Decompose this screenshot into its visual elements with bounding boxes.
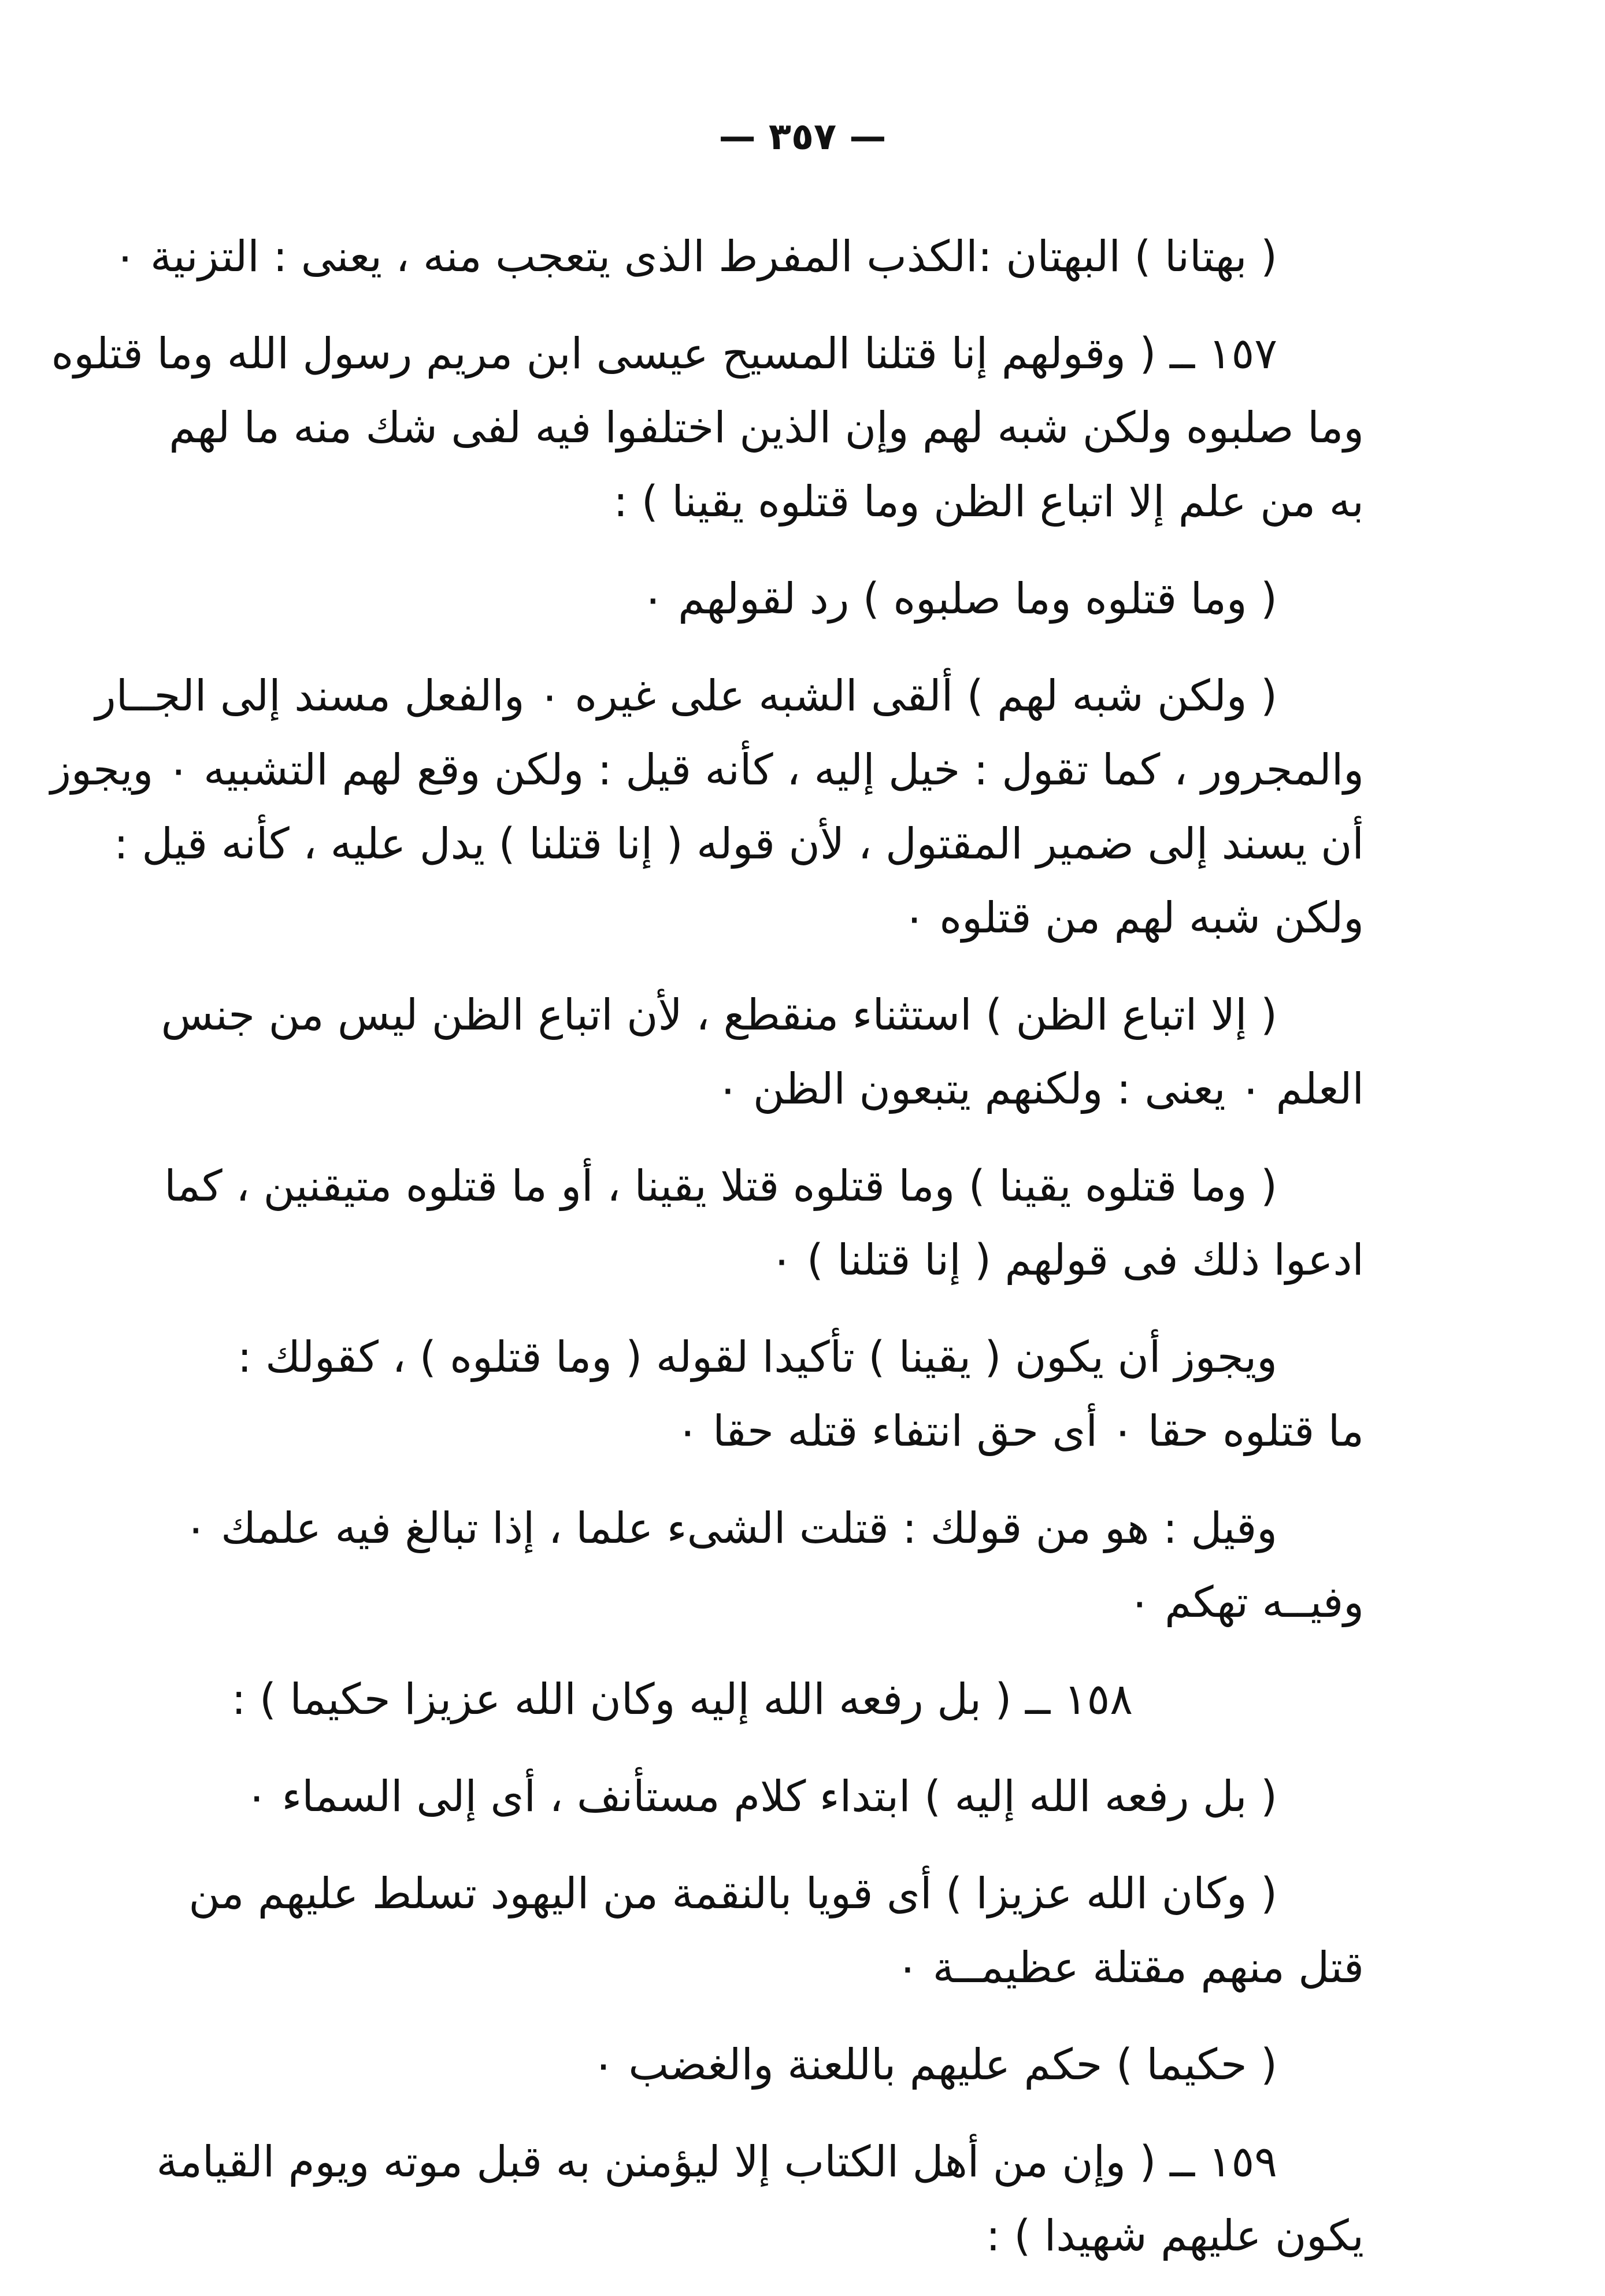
- paragraph-hakiman: [254, 2028, 1364, 2102]
- text-line: ( ولكن شبه لهم ) ألقى الشبه على غيره ٠ والفعل مسند إلى الجــار: [95, 671, 1277, 721]
- text-line: ادعوا ذلك فى قولهم ( إنا قتلنا ) ٠: [770, 1235, 1364, 1285]
- text-line: ( حكيما ) حكم عليهم باللعنة والغضب ٠: [592, 2040, 1277, 2090]
- paragraph-rafaahu: [245, 1760, 1364, 1834]
- paragraph-yaqinan: [164, 1149, 1364, 1297]
- paragraph-ittiba-al-zann: [161, 978, 1364, 1126]
- text-line: وفيــه تهكم ٠: [1128, 1577, 1364, 1627]
- text-line: العلم ٠ يعنى : ولكنهم يتبعون الظن ٠: [716, 1064, 1364, 1114]
- text-line: ويجوز أن يكون ( يقينا ) تأكيدا لقوله ( وما قتلوه ) ، كقولك :: [237, 1332, 1277, 1382]
- paragraph-bohtan: [113, 220, 1364, 294]
- text-line: أن يسند إلى ضمير المقتول ، لأن قوله ( إنا قتلنا ) يدل عليه ، كأنه قيل :: [113, 819, 1364, 869]
- text-line: وما صلبوه ولكن شبه لهم وإن الذين اختلفوا فيه لفى شك منه ما لهم: [169, 403, 1364, 453]
- text-line: ١٥٩ ــ ( وإن من أهل الكتاب إلا ليؤمنن به قبل موته ويوم القيامة: [156, 2137, 1277, 2187]
- text-line: ما قتلوه حقا ٠ أى حق انتفاء قتله حقا ٠: [676, 1406, 1364, 1456]
- page-number: — ٣٥٧ —: [718, 116, 887, 158]
- paragraph-taakid: [237, 1320, 1364, 1468]
- text-line: ( وكان الله عزيزا ) أى قويا بالنقمة من اليهود تسلط عليهم من: [188, 1869, 1277, 1919]
- text-line: ( وما قتلوه وما صلبوه ) رد لقولهم ٠: [641, 574, 1277, 624]
- text-line: ( إلا اتباع الظن ) استثناء منقطع ، لأن اتباع الظن ليس من جنس: [161, 990, 1277, 1040]
- text-line: ( بهتانا ) البهتان :الكذب المفرط الذى يتعجب منه ، يعنى : التزنية ٠: [113, 232, 1277, 282]
- body-text: [50, 220, 1364, 2296]
- text-line: وقيل : هو من قولك : قتلت الشىء علما ، إذا تبالغ فيه علمك ٠: [184, 1503, 1277, 1553]
- text-line: يكون عليهم شهيدا ) :: [985, 2211, 1364, 2261]
- text-line: والمجرور ، كما تقول : خيل إليه ، كأنه قيل : ولكن وقع لهم التشبيه ٠ ويجوز: [50, 745, 1364, 795]
- paragraph-wa-ma-qataluhu: [254, 562, 1364, 636]
- text-line: ( وما قتلوه يقينا ) وما قتلوه قتلا يقينا ، أو ما قتلوه متيقنين ، كما: [164, 1161, 1277, 1211]
- paragraph-shubbiha: [50, 659, 1364, 955]
- paragraph-verse-159: [156, 2125, 1364, 2273]
- paragraph-verse-158: [231, 1662, 1364, 1736]
- paragraph-verse-157: [51, 317, 1364, 539]
- text-line: به من علم إلا اتباع الظن وما قتلوه يقينا ) :: [613, 477, 1364, 527]
- text-line: ( بل رفعه الله إليه ) ابتداء كلام مستأنف ، أى إلى السماء ٠: [245, 1772, 1277, 1821]
- text-line: ولكن شبه لهم من قتلوه ٠: [903, 893, 1364, 943]
- text-line: قتل منهم مقتلة عظيمــة ٠: [896, 1943, 1364, 1993]
- text-line: ١٥٧ ــ ( وقولهم إنا قتلنا المسيح عيسى ابن مريم رسول الله وما قتلوه: [51, 329, 1277, 379]
- paragraph-tahakkum: [184, 1491, 1364, 1639]
- paragraph-azizan: [188, 1857, 1364, 2005]
- text-line: ١٥٨ ــ ( بل رفعه الله إليه وكان الله عزيزا حكيما ) :: [231, 1675, 1133, 1724]
